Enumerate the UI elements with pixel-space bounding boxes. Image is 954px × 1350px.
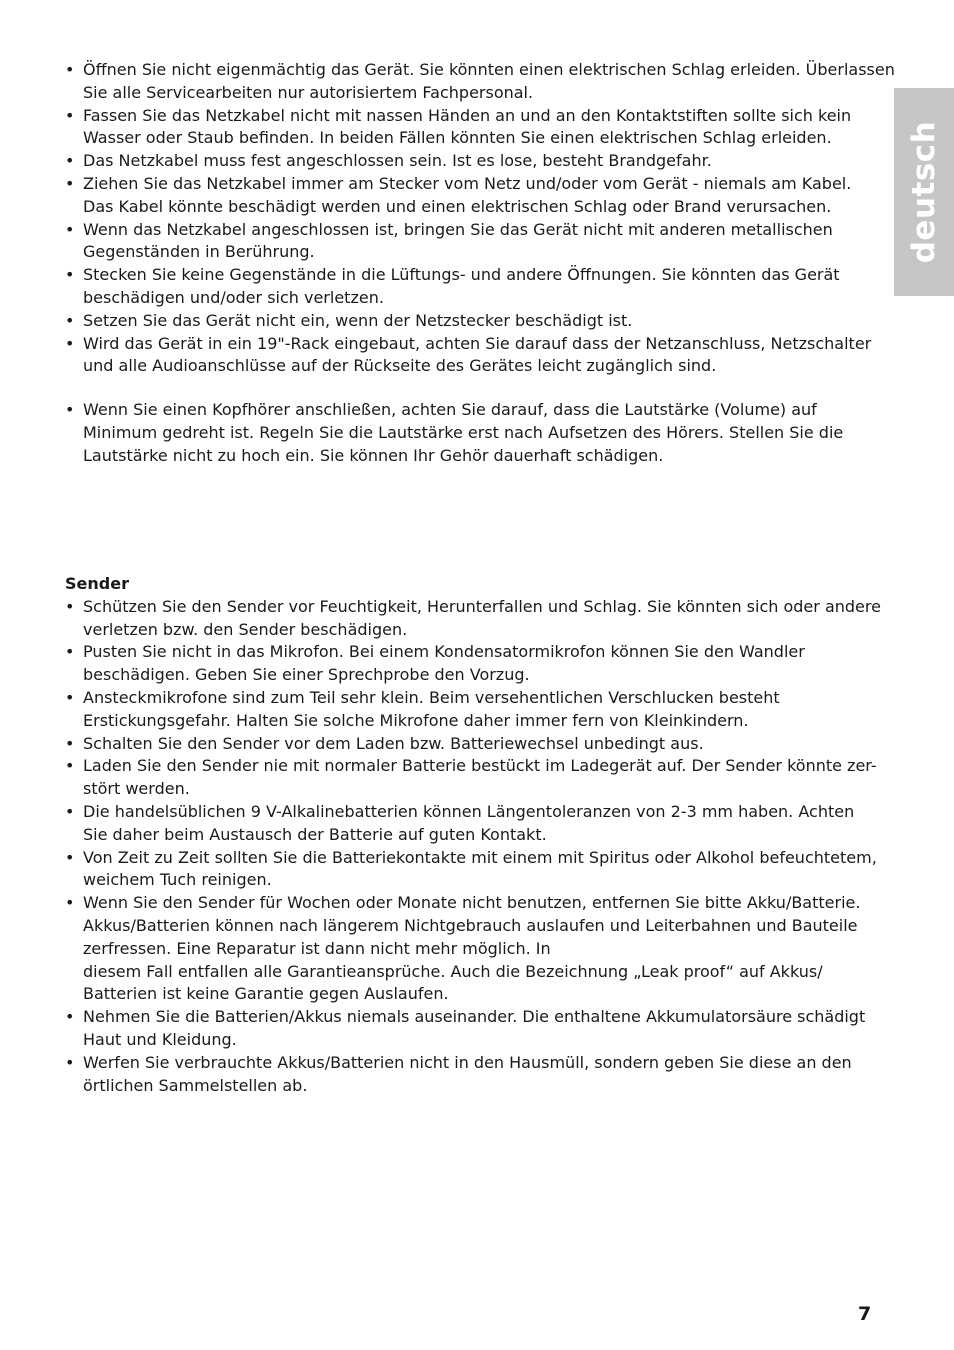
list-item <box>65 399 865 467</box>
list-item-line: • Pusten Sie nicht in das Mikrofon. Bei einem Kondensatormikrofon können Sie den Wandler <box>83 642 805 662</box>
list-item <box>65 596 881 642</box>
list-item-line: Sie alle Servicearbeiten nur autorisiertem Fachpersonal. <box>83 82 534 102</box>
list-item-line: Das Kabel könnte beschädigt werden und einen elektrischen Schlag oder Brand verursachen. <box>83 196 832 216</box>
list-item-line: • Laden Sie den Sender nie mit normaler Batterie bestückt im Ladegerät auf. Der Sender könnte zer- <box>83 756 877 776</box>
list-item <box>65 219 865 265</box>
list-item-line: • Wenn das Netzkabel angeschlossen ist, bringen Sie das Gerät nicht mit anderen metallischen <box>83 219 833 239</box>
list-item <box>65 801 865 847</box>
list-item-line: • Wird das Gerät in ein 19"-Rack eingebaut, achten Sie darauf dass der Netzanschluss, Netzschalter <box>83 333 872 353</box>
list-item <box>65 333 872 379</box>
list-item-line: zerfressen. Eine Reparatur ist dann nicht mehr möglich. In <box>83 938 551 958</box>
list-item-line: Akkus/Batterien können nach längerem Nichtgebrauch auslaufen und Leiterbahnen und Bauteile <box>83 915 858 935</box>
section-title: Sender <box>65 574 129 593</box>
list-item-line: • Wenn Sie einen Kopfhörer anschließen, achten Sie darauf, dass die Lautstärke (Volume) auf <box>83 400 817 419</box>
list-item-line: Lautstärke nicht zu hoch ein. Sie können Ihr Gehör dauerhaft schädigen. <box>83 445 664 465</box>
list-item <box>65 641 865 687</box>
list-item <box>65 733 865 756</box>
list-item-line: Haut und Kleidung. <box>83 1029 237 1049</box>
list-item <box>65 847 877 893</box>
list-item-line: weichem Tuch reinigen. <box>83 870 272 890</box>
list-item-line: • Öffnen Sie nicht eigenmächtig das Gerät. Sie könnten einen elektrischen Schlag erleiden. Überlassen <box>83 60 895 79</box>
list-item-line: und alle Audioanschlüsse auf der Rückseite des Gerätes leicht zugänglich sind. <box>83 356 717 376</box>
list-item-line: örtlichen Sammelstellen ab. <box>83 1075 308 1095</box>
general-safety-block <box>65 59 895 378</box>
list-item <box>65 1052 865 1098</box>
list-item-line: diesem Fall entfallen alle Garantieansprüche. Auch die Bezeichnung „Leak proof“ auf Akkus/ <box>83 961 823 981</box>
list-item <box>65 310 865 333</box>
list-item-line: • Schützen Sie den Sender vor Feuchtigkeit, Herunterfallen und Schlag. Sie könnten sich oder andere <box>83 596 881 616</box>
page-number: 7 <box>858 1303 872 1325</box>
list-item-line: beschädigen. Geben Sie einer Sprechprobe den Vorzug. <box>83 665 530 685</box>
headphone-safety-block <box>65 399 865 467</box>
list-item-line: Sie daher beim Austausch der Batterie auf guten Kontakt. <box>83 824 547 844</box>
list-item-line: Gegenständen in Berührung. <box>83 242 315 262</box>
list-item-line: • Werfen Sie verbrauchte Akkus/Batterien nicht in den Hausmüll, sondern geben Sie diese an den <box>83 1052 852 1072</box>
list-item-line: • Das Netzkabel muss fest angeschlossen sein. Ist es lose, besteht Brandgefahr. <box>83 151 712 171</box>
list-item-line: beschädigen und/oder sich verletzen. <box>83 287 384 307</box>
list-item <box>65 264 865 310</box>
list-item-line: • Wenn Sie den Sender für Wochen oder Monate nicht benutzen, entfernen Sie bitte Akku/Batterie. <box>83 893 861 913</box>
language-tab-label: deutsch <box>906 120 942 264</box>
list-item <box>65 59 895 105</box>
list-item-line: • Die handelsüblichen 9 V-Alkalinebatterien können Längentoleranzen von 2-3 mm haben. Achten <box>83 801 855 821</box>
list-item <box>65 105 865 151</box>
list-item-line: Wasser oder Staub befinden. In beiden Fällen könnten Sie einen elektrischen Schlag erleiden. <box>83 128 832 148</box>
list-item <box>65 150 865 173</box>
sender-section <box>65 573 881 1097</box>
list-item-line: • Von Zeit zu Zeit sollten Sie die Batteriekontakte mit einem mit Spiritus oder Alkohol befeuchtetem, <box>83 847 877 867</box>
sender-safety-list <box>65 596 881 1098</box>
list-item-line: Minimum gedreht ist. Regeln Sie die Lautstärke erst nach Aufsetzen des Hörers. Stellen Sie die <box>83 422 844 442</box>
headphone-safety-list <box>65 399 865 467</box>
list-item-line: Batterien ist keine Garantie gegen Auslaufen. <box>83 984 449 1004</box>
language-tab <box>894 88 954 296</box>
list-item <box>65 755 877 801</box>
list-item-line: • Ziehen Sie das Netzkabel immer am Stecker vom Netz und/oder vom Gerät - niemals am Kabel. <box>83 173 852 193</box>
list-item-line: • Ansteckmikrofone sind zum Teil sehr klein. Beim versehentlichen Verschlucken besteht <box>83 687 780 707</box>
list-item-line: • Schalten Sie den Sender vor dem Laden bzw. Batteriewechsel unbedingt aus. <box>83 733 704 753</box>
list-item-line: • Stecken Sie keine Gegenstände in die Lüftungs- und andere Öffnungen. Sie könnten das Gerät <box>83 265 840 285</box>
list-item <box>65 687 865 733</box>
list-item-line: • Nehmen Sie die Batterien/Akkus niemals auseinander. Die enthaltene Akkumulatorsäure schädigt <box>83 1007 866 1027</box>
list-item <box>65 1006 865 1052</box>
list-item <box>65 173 865 219</box>
list-item-line: • Setzen Sie das Gerät nicht ein, wenn der Netzstecker beschädigt ist. <box>83 310 633 330</box>
list-item-line: verletzen bzw. den Sender beschädigen. <box>83 619 408 639</box>
general-safety-list <box>65 59 895 378</box>
list-item <box>65 892 865 1006</box>
list-item-line: • Fassen Sie das Netzkabel nicht mit nassen Händen an und an den Kontaktstiften sollte sich kein <box>83 105 852 125</box>
list-item-line: stört werden. <box>83 779 190 799</box>
list-item-line: Erstickungsgefahr. Halten Sie solche Mikrofone daher immer fern von Kleinkindern. <box>83 710 749 730</box>
